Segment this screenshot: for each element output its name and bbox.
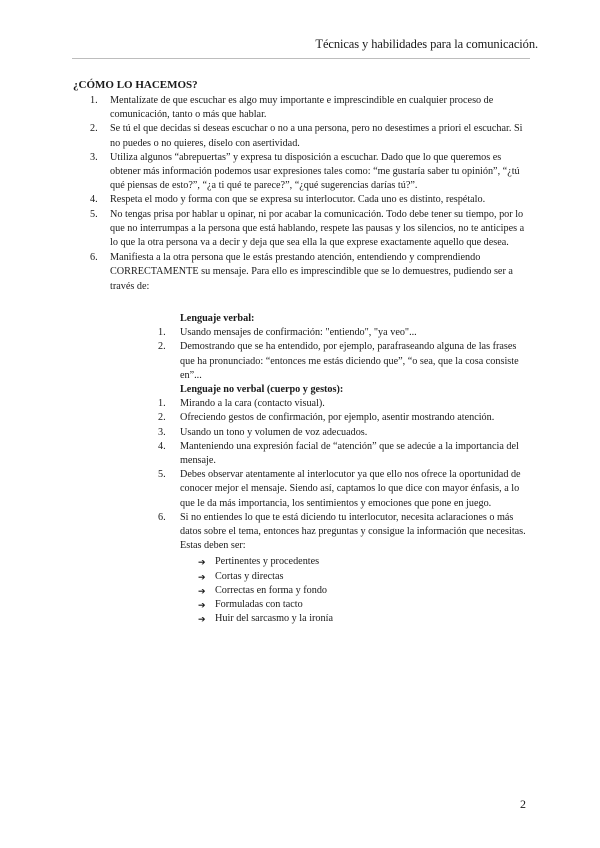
sub-list-number: 2. (158, 412, 166, 424)
list-item (82, 122, 532, 150)
list-item-number: 4. (90, 194, 98, 206)
list-item (82, 208, 532, 251)
arrow-list-item (82, 598, 532, 612)
list-item-text: No tengas prisa por hablar u opinar, ni por acabar la comunicación. Todo debe tener su tiempo, por lo que no interrumpas a la persona que está hablando, respete las pausas y los silencios, no te anticipes a lo que la otra persona va a decir y deja que sea ella la que exprese exactamente aquello que desea. (110, 208, 525, 249)
list-item (82, 151, 532, 194)
list-item-number: 3. (90, 151, 98, 163)
sub-list-item (82, 411, 532, 425)
header-divider (72, 58, 530, 59)
sub-list-text: Usando un tono y volumen de voz adecuados. (180, 426, 368, 438)
list-item-number: 1. (90, 95, 98, 106)
arrow-icon: ➔ (198, 600, 206, 611)
sub-list-item (82, 426, 532, 440)
sub-list-item (82, 440, 532, 468)
arrow-list-text: Cortas y directas (215, 570, 284, 582)
arrow-list-item (82, 555, 532, 569)
sub-list-number: 2. (158, 341, 166, 353)
list-item (82, 94, 532, 122)
list-item (82, 251, 532, 294)
sub-list-text: Usando mensajes de confirmación: "entiendo", "ya veo"... (180, 327, 417, 339)
arrow-icon: ➔ (198, 557, 206, 568)
arrow-icon: ➔ (198, 585, 206, 596)
sub-list-number: 1. (158, 327, 166, 339)
page-header: Técnicas y habilidades para la comunicación. (315, 37, 538, 51)
sub-list-text: Manteniendo una expresión facial de “atención” que se adecúe a la importancia del mensaje. (180, 440, 519, 467)
list-item-text: Mentalízate de que escuchar es algo muy importante e imprescindible en cualquier proceso de comunicación, tanto o más que hablar. (110, 95, 494, 121)
nonverbal-list (82, 397, 532, 553)
sub-list-item (82, 511, 532, 554)
arrow-list (82, 555, 532, 626)
sub-list-number: 4. (158, 440, 166, 452)
arrow-list-item (82, 570, 532, 584)
nonverbal-heading: Lenguaje no verbal (cuerpo y gestos): (180, 384, 344, 396)
arrow-icon: ➔ (198, 571, 206, 582)
verbal-heading: Lenguaje verbal: (180, 313, 255, 324)
sub-list-item (82, 468, 532, 511)
list-item-text: Utiliza algunos “abrepuertas” y expresa tu disposición a escuchar. Dado que lo que queremos es obtener más información podemos usar expresiones tales como: “me gustaría saber tu opinión”, “¿tú qué piensas de esto?”, “¿a ti qué te parece?”, “¿qué sugerencias darías tú?”. (110, 151, 520, 192)
arrow-list-text: Correctas en forma y fondo (215, 584, 328, 596)
sub-list-number: 3. (158, 426, 166, 438)
sub-list-number: 1. (158, 398, 166, 410)
arrow-list-text: Huir del sarcasmo y la ironía (215, 613, 333, 625)
sub-list-text: Ofreciendo gestos de confirmación, por ejemplo, asentir mostrando atención. (180, 412, 495, 424)
arrow-list-item (82, 612, 532, 626)
sub-list-number: 6. (158, 511, 166, 523)
list-item-number: 6. (90, 252, 98, 264)
sub-sections (82, 312, 532, 626)
arrow-list-item (82, 584, 532, 598)
arrow-list-text: Pertinentes y procedentes (215, 556, 320, 568)
list-item (82, 193, 532, 207)
sub-list-item (82, 397, 532, 411)
sub-list-item (82, 326, 532, 340)
arrow-icon: ➔ (198, 614, 206, 625)
list-item-number: 5. (90, 208, 98, 220)
sub-list-text: Demostrando que se ha entendido, por ejemplo, parafraseando alguna de las frases que ha pronunciado: “entonces me estás diciendo que”, “o sea, que la cosa consiste en”... (180, 341, 519, 381)
page-number: 2 (520, 797, 526, 811)
list-item-text: Se tú el que decidas si deseas escuchar o no a una persona, pero no desestimes a priori el escuchar. Si no puedes o no quieres, díselo con asertividad. (110, 123, 523, 149)
sub-list-text: Debes observar atentamente al interlocutor ya que ello nos ofrece la oportunidad de conocer mejor el mensaje. Siendo así, captamos lo que dice con mayor énfasis, a lo que le da más importancia, los sentimientos y emociones que pone en juego. (180, 469, 521, 509)
sub-list-text: Si no entiendes lo que te está diciendo tu interlocutor, necesita aclaraciones o más datos sobre el tema, entonces haz preguntas y consigue la información que necesitas. Estas deben ser: (180, 511, 526, 552)
sub-list-text: Mirando a la cara (contacto visual). (180, 398, 325, 410)
verbal-list (82, 326, 532, 383)
list-item-text: Manifiesta a la otra persona que le estás prestando atención, entendiendo y comprendiendo CORRECTAMENTE su mensaje. Para ello es imprescindible que se lo demuestres, pudiendo ser a través de: (110, 252, 513, 292)
sub-list-item (82, 340, 532, 383)
list-item-number: 2. (90, 123, 98, 135)
main-list (82, 94, 532, 294)
list-item-text: Respeta el modo y forma con que se expresa su interlocutor. Cada uno es distinto, respétalo. (110, 194, 486, 206)
arrow-list-text: Formuladas con tacto (215, 599, 303, 611)
sub-list-number: 5. (158, 469, 166, 481)
section-title: ¿CÓMO LO HACEMOS? (73, 79, 198, 91)
